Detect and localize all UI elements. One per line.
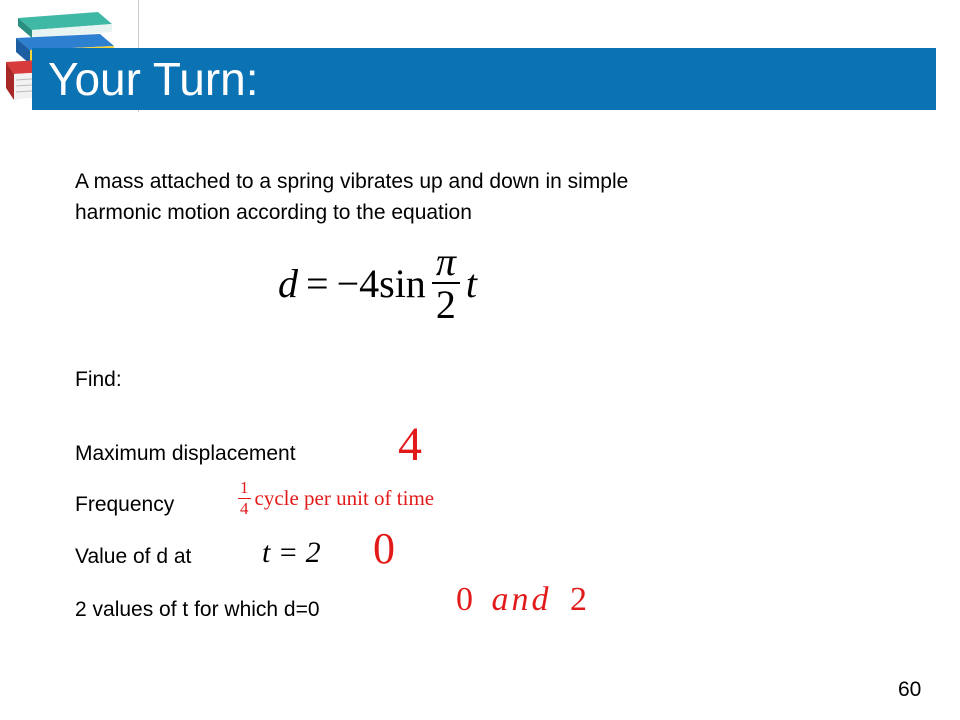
equation-lhs: d <box>278 261 298 306</box>
slide-title: Your Turn: <box>48 53 259 105</box>
t-value-second: 2 <box>570 581 587 618</box>
condition-t-equals-2: t = 2 <box>262 536 321 569</box>
frequency-unit: cycle per unit of time <box>254 486 435 510</box>
equation-function: sin <box>379 261 426 306</box>
label-value-of-d: Value of d at <box>75 545 192 568</box>
equation-numerator: π <box>432 242 460 284</box>
label-maximum-displacement: Maximum displacement <box>75 442 296 465</box>
t-value-connector: and <box>491 581 552 618</box>
label-t-values: 2 values of t for which d=0 <box>75 598 320 621</box>
equation-coefficient: −4 <box>336 261 380 306</box>
frequency-denominator: 4 <box>240 499 249 518</box>
answer-value-of-d: 0 <box>373 524 395 573</box>
problem-line-1: A mass attached to a spring vibrates up and down in simple <box>75 170 629 193</box>
answer-maximum-displacement: 4 <box>398 418 422 471</box>
equation-equals: = <box>306 261 329 306</box>
problem-statement <box>75 166 628 228</box>
frequency-numerator: 1 <box>240 478 249 497</box>
equation-fraction <box>432 239 460 327</box>
page-number: 60 <box>898 678 922 701</box>
frequency-fraction <box>238 478 251 519</box>
label-frequency: Frequency <box>75 493 175 516</box>
t-value-first: 0 <box>456 581 473 618</box>
answer-frequency <box>238 478 434 519</box>
equation-denominator: 2 <box>435 282 456 327</box>
equation-variable: t <box>465 261 477 306</box>
problem-line-2: harmonic motion according to the equation <box>75 201 472 224</box>
spring-equation <box>278 239 477 327</box>
answer-t-values <box>456 580 597 620</box>
find-label: Find: <box>75 368 122 391</box>
